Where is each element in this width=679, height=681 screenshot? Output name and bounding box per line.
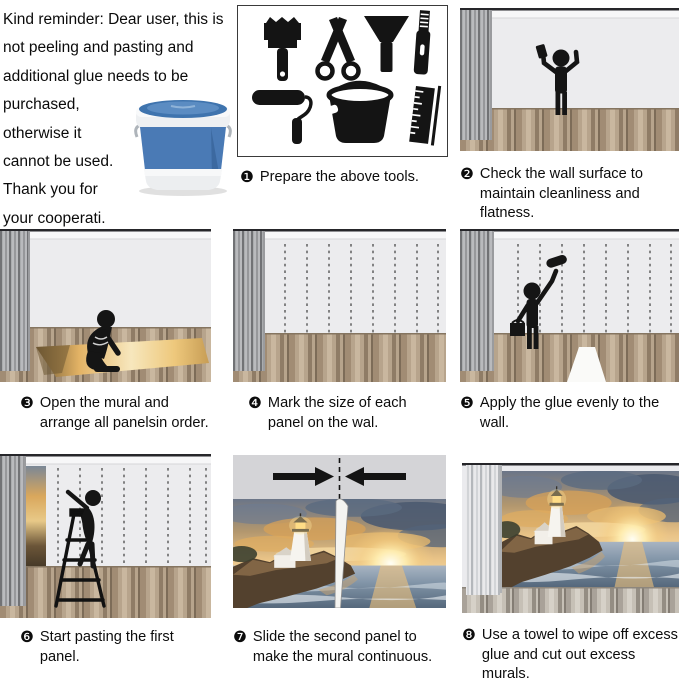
step5-caption — [460, 394, 679, 433]
step2-number-badge: ❷ — [460, 166, 474, 183]
room-first-panel-illustration — [0, 454, 211, 618]
tools-illustration — [237, 5, 448, 157]
step4-room-image — [233, 229, 446, 382]
step4-caption-text: Mark the size of each panel on the wal. — [267, 395, 407, 431]
step5-caption-text: Apply the glue evenly to the wall. — [479, 395, 660, 431]
room-marked-wall-illustration — [233, 229, 446, 382]
step3-caption — [0, 394, 211, 433]
step6-number-badge: ❻ — [20, 629, 34, 646]
room-mural-on-floor-illustration — [0, 229, 211, 382]
step6-panel — [0, 454, 211, 667]
first-mural-panel — [26, 466, 46, 566]
step6-caption-text: Start pasting the first panel. — [39, 629, 174, 665]
step2-panel — [460, 8, 679, 224]
step7-caption — [233, 628, 446, 667]
slide-panels-illustration — [233, 455, 446, 608]
kind-reminder-note — [3, 6, 235, 227]
step6-caption — [0, 628, 211, 667]
step2-room-image — [460, 8, 679, 151]
bucket-icon — [323, 83, 391, 144]
glue-bucket-icon — [131, 97, 235, 197]
step7-slide-image — [233, 455, 446, 608]
step3-caption-text: Open the mural and arrange all panelsin order. — [39, 395, 209, 431]
step8-caption — [462, 626, 679, 681]
step4-panel — [233, 229, 446, 433]
utility-knife-icon — [414, 10, 432, 75]
reminder-paragraph — [3, 6, 235, 233]
step5-panel — [460, 229, 679, 433]
step3-number-badge: ❸ — [20, 395, 34, 412]
step6-room-image — [0, 454, 211, 618]
step3-room-image — [0, 229, 211, 382]
step5-number-badge: ❺ — [460, 395, 474, 412]
scraper-icon — [364, 16, 409, 72]
step1-number-badge: ❶ — [240, 169, 254, 186]
step4-caption — [233, 394, 446, 433]
step8-room-image — [462, 463, 679, 613]
reminder-text-part2: purchased, otherwise it cannot be used. Thank you for your cooperati. — [3, 96, 114, 227]
step8-caption-text: Use a towel to wipe off excess glue and cut out excess murals. — [481, 627, 678, 681]
paint-brush-icon — [264, 17, 301, 81]
room-apply-glue-illustration — [460, 229, 679, 382]
finished-lighthouse-mural — [488, 470, 679, 587]
step7-caption-text: Slide the second panel to make the mural continuous. — [252, 629, 433, 665]
step7-number-badge: ❼ — [233, 629, 247, 646]
step3-panel — [0, 229, 211, 433]
room-check-wall-illustration — [460, 8, 679, 151]
ruler-icon — [409, 83, 441, 146]
glue-bucket-image — [131, 97, 235, 197]
step7-panel — [233, 455, 446, 667]
step5-room-image — [460, 229, 679, 382]
scissors-icon — [318, 17, 359, 79]
step4-number-badge: ❹ — [248, 395, 262, 412]
step1-panel — [237, 5, 448, 188]
step8-number-badge: ❽ — [462, 627, 476, 644]
step1-caption — [237, 168, 448, 188]
step1-caption-text: Prepare the above tools. — [259, 169, 419, 185]
room-finished-mural-illustration — [462, 463, 679, 613]
step2-caption — [460, 165, 679, 224]
step2-caption-text: Check the wall surface to maintain cleanliness and flatness. — [479, 166, 643, 222]
reminder-text-part1: Kind reminder: Dear user, this is not peeling and pasting and additional glue needs to be — [3, 11, 224, 85]
paint-roller-icon — [252, 90, 311, 144]
step8-panel — [462, 463, 679, 681]
tools-icons-group — [238, 6, 447, 156]
